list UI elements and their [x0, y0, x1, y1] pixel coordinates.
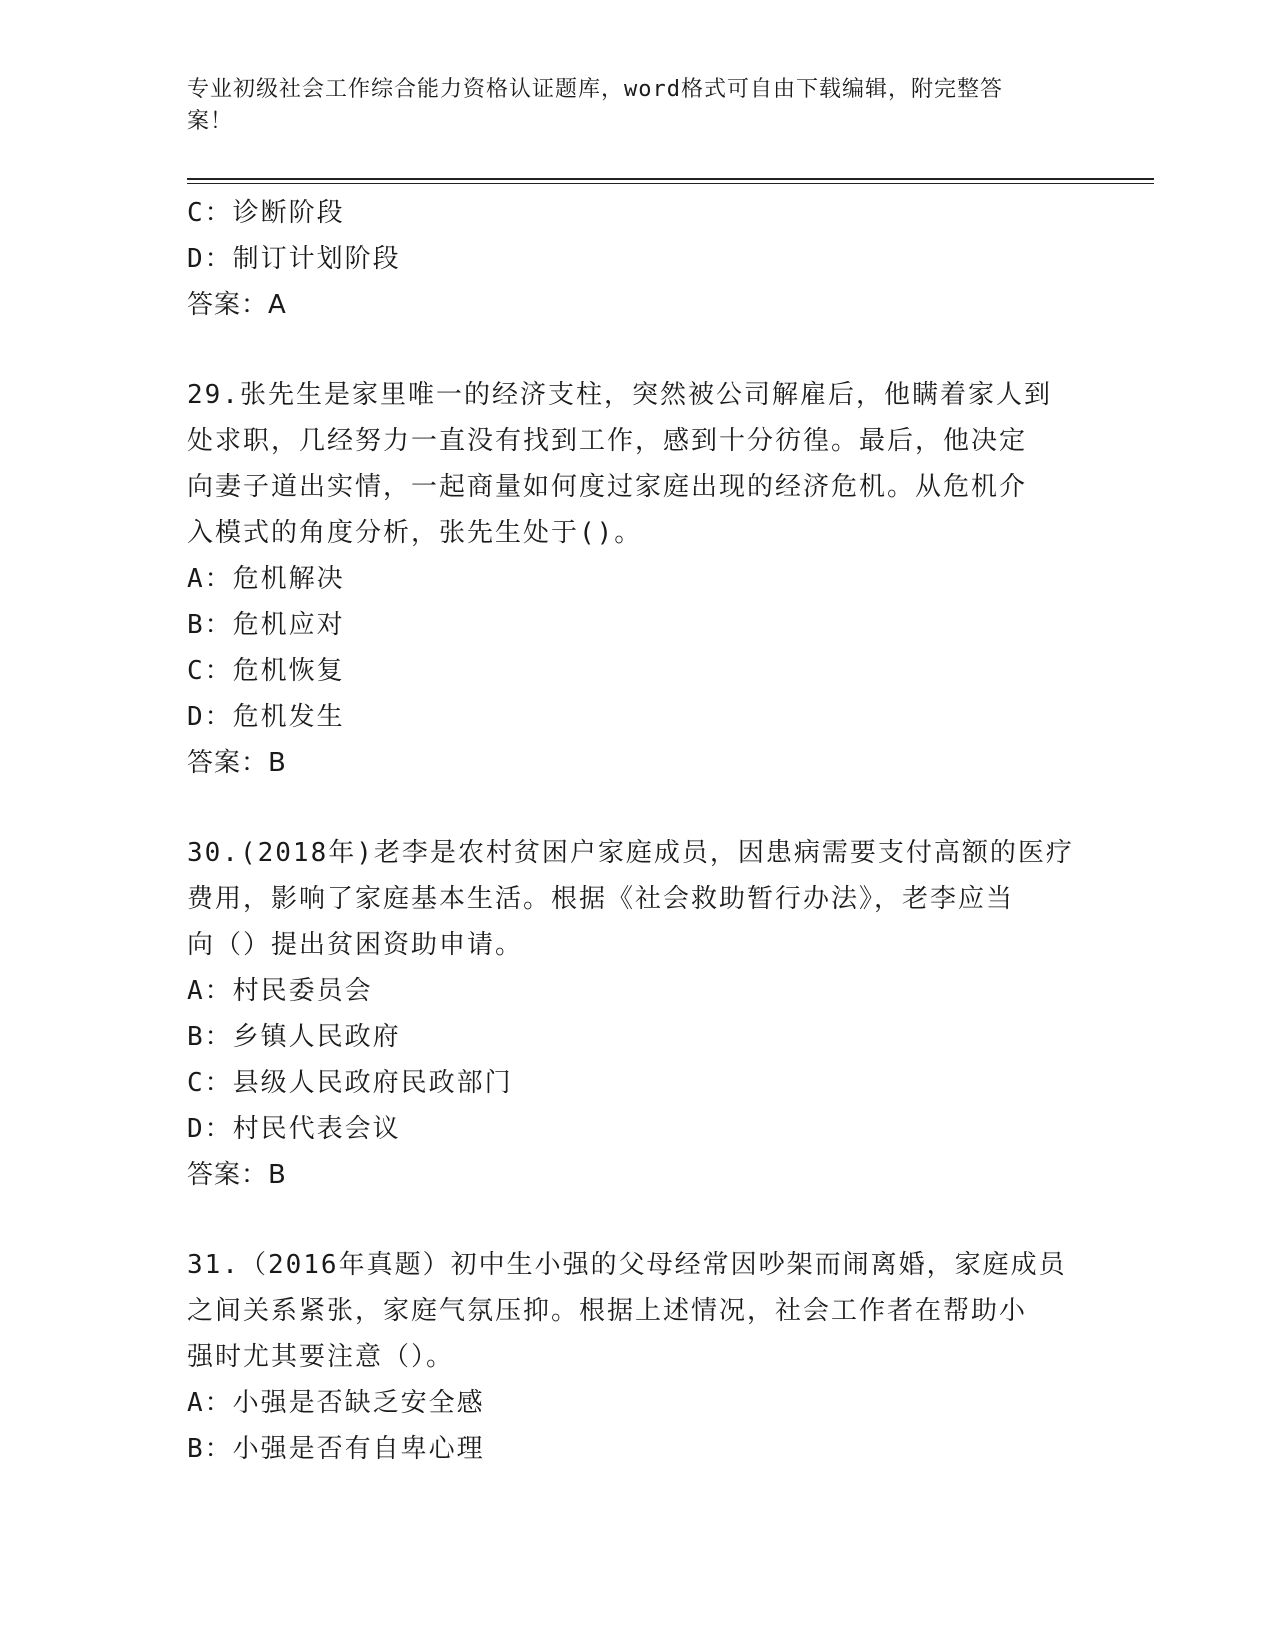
spacer	[187, 786, 1087, 830]
option-b: B：小强是否有自卑心理	[187, 1434, 485, 1464]
question-stem-line: 向（）提出贫困资助申请。	[187, 930, 524, 960]
option-d: D：村民代表会议	[187, 1114, 401, 1144]
option-b: B：乡镇人民政府	[187, 1022, 401, 1052]
question-stem-line: 入模式的角度分析，张先生处于()。	[187, 518, 643, 548]
option-a: A：危机解决	[187, 564, 345, 594]
answer: 答案：A	[187, 290, 287, 320]
option-c: C：诊断阶段	[187, 198, 345, 228]
question-29	[187, 372, 1087, 786]
option-b: B：危机应对	[187, 610, 345, 640]
header-line-2: 案！	[187, 109, 234, 134]
option-a: A：小强是否缺乏安全感	[187, 1388, 485, 1418]
question-stem-line: 之间关系紧张，家庭气氛压抑。根据上述情况，社会工作者在帮助小	[187, 1296, 1028, 1326]
spacer	[187, 1198, 1087, 1242]
spacer	[187, 328, 1087, 372]
question-31	[187, 1242, 1087, 1472]
question-stem-line: 31.（2016年真题）初中生小强的父母经常因吵架而闹离婚，家庭成员	[187, 1250, 1067, 1280]
option-d: D：危机发生	[187, 702, 345, 732]
question-stem-line: 向妻子道出实情，一起商量如何度过家庭出现的经济危机。从危机介	[187, 472, 1028, 502]
question-stem-line: 29.张先生是家里唯一的经济支柱，突然被公司解雇后，他瞒着家人到	[187, 380, 1052, 410]
option-c: C：危机恢复	[187, 656, 345, 686]
question-stem-line: 处求职，几经努力一直没有找到工作，感到十分彷徨。最后，他决定	[187, 426, 1028, 456]
question-stem-line: 30.(2018年)老李是农村贫困户家庭成员，因患病需要支付高额的医疗	[187, 838, 1074, 868]
question-28-tail	[187, 190, 1087, 328]
header-divider-thick	[187, 178, 1154, 180]
option-c: C：县级人民政府民政部门	[187, 1068, 513, 1098]
question-30	[187, 830, 1087, 1198]
question-list	[187, 190, 1087, 1472]
document-header	[187, 74, 1077, 138]
answer: 答案：B	[187, 748, 287, 778]
header-divider-thin	[187, 183, 1154, 184]
option-a: A：村民委员会	[187, 976, 373, 1006]
question-stem-line: 强时尤其要注意（）。	[187, 1342, 455, 1372]
option-d: D：制订计划阶段	[187, 244, 401, 274]
question-stem-line: 费用，影响了家庭基本生活。根据《社会救助暂行办法》，老李应当	[187, 884, 1015, 914]
header-line-1: 专业初级社会工作综合能力资格认证题库，word格式可自由下载编辑，附完整答	[187, 77, 1003, 102]
answer: 答案：B	[187, 1160, 287, 1190]
